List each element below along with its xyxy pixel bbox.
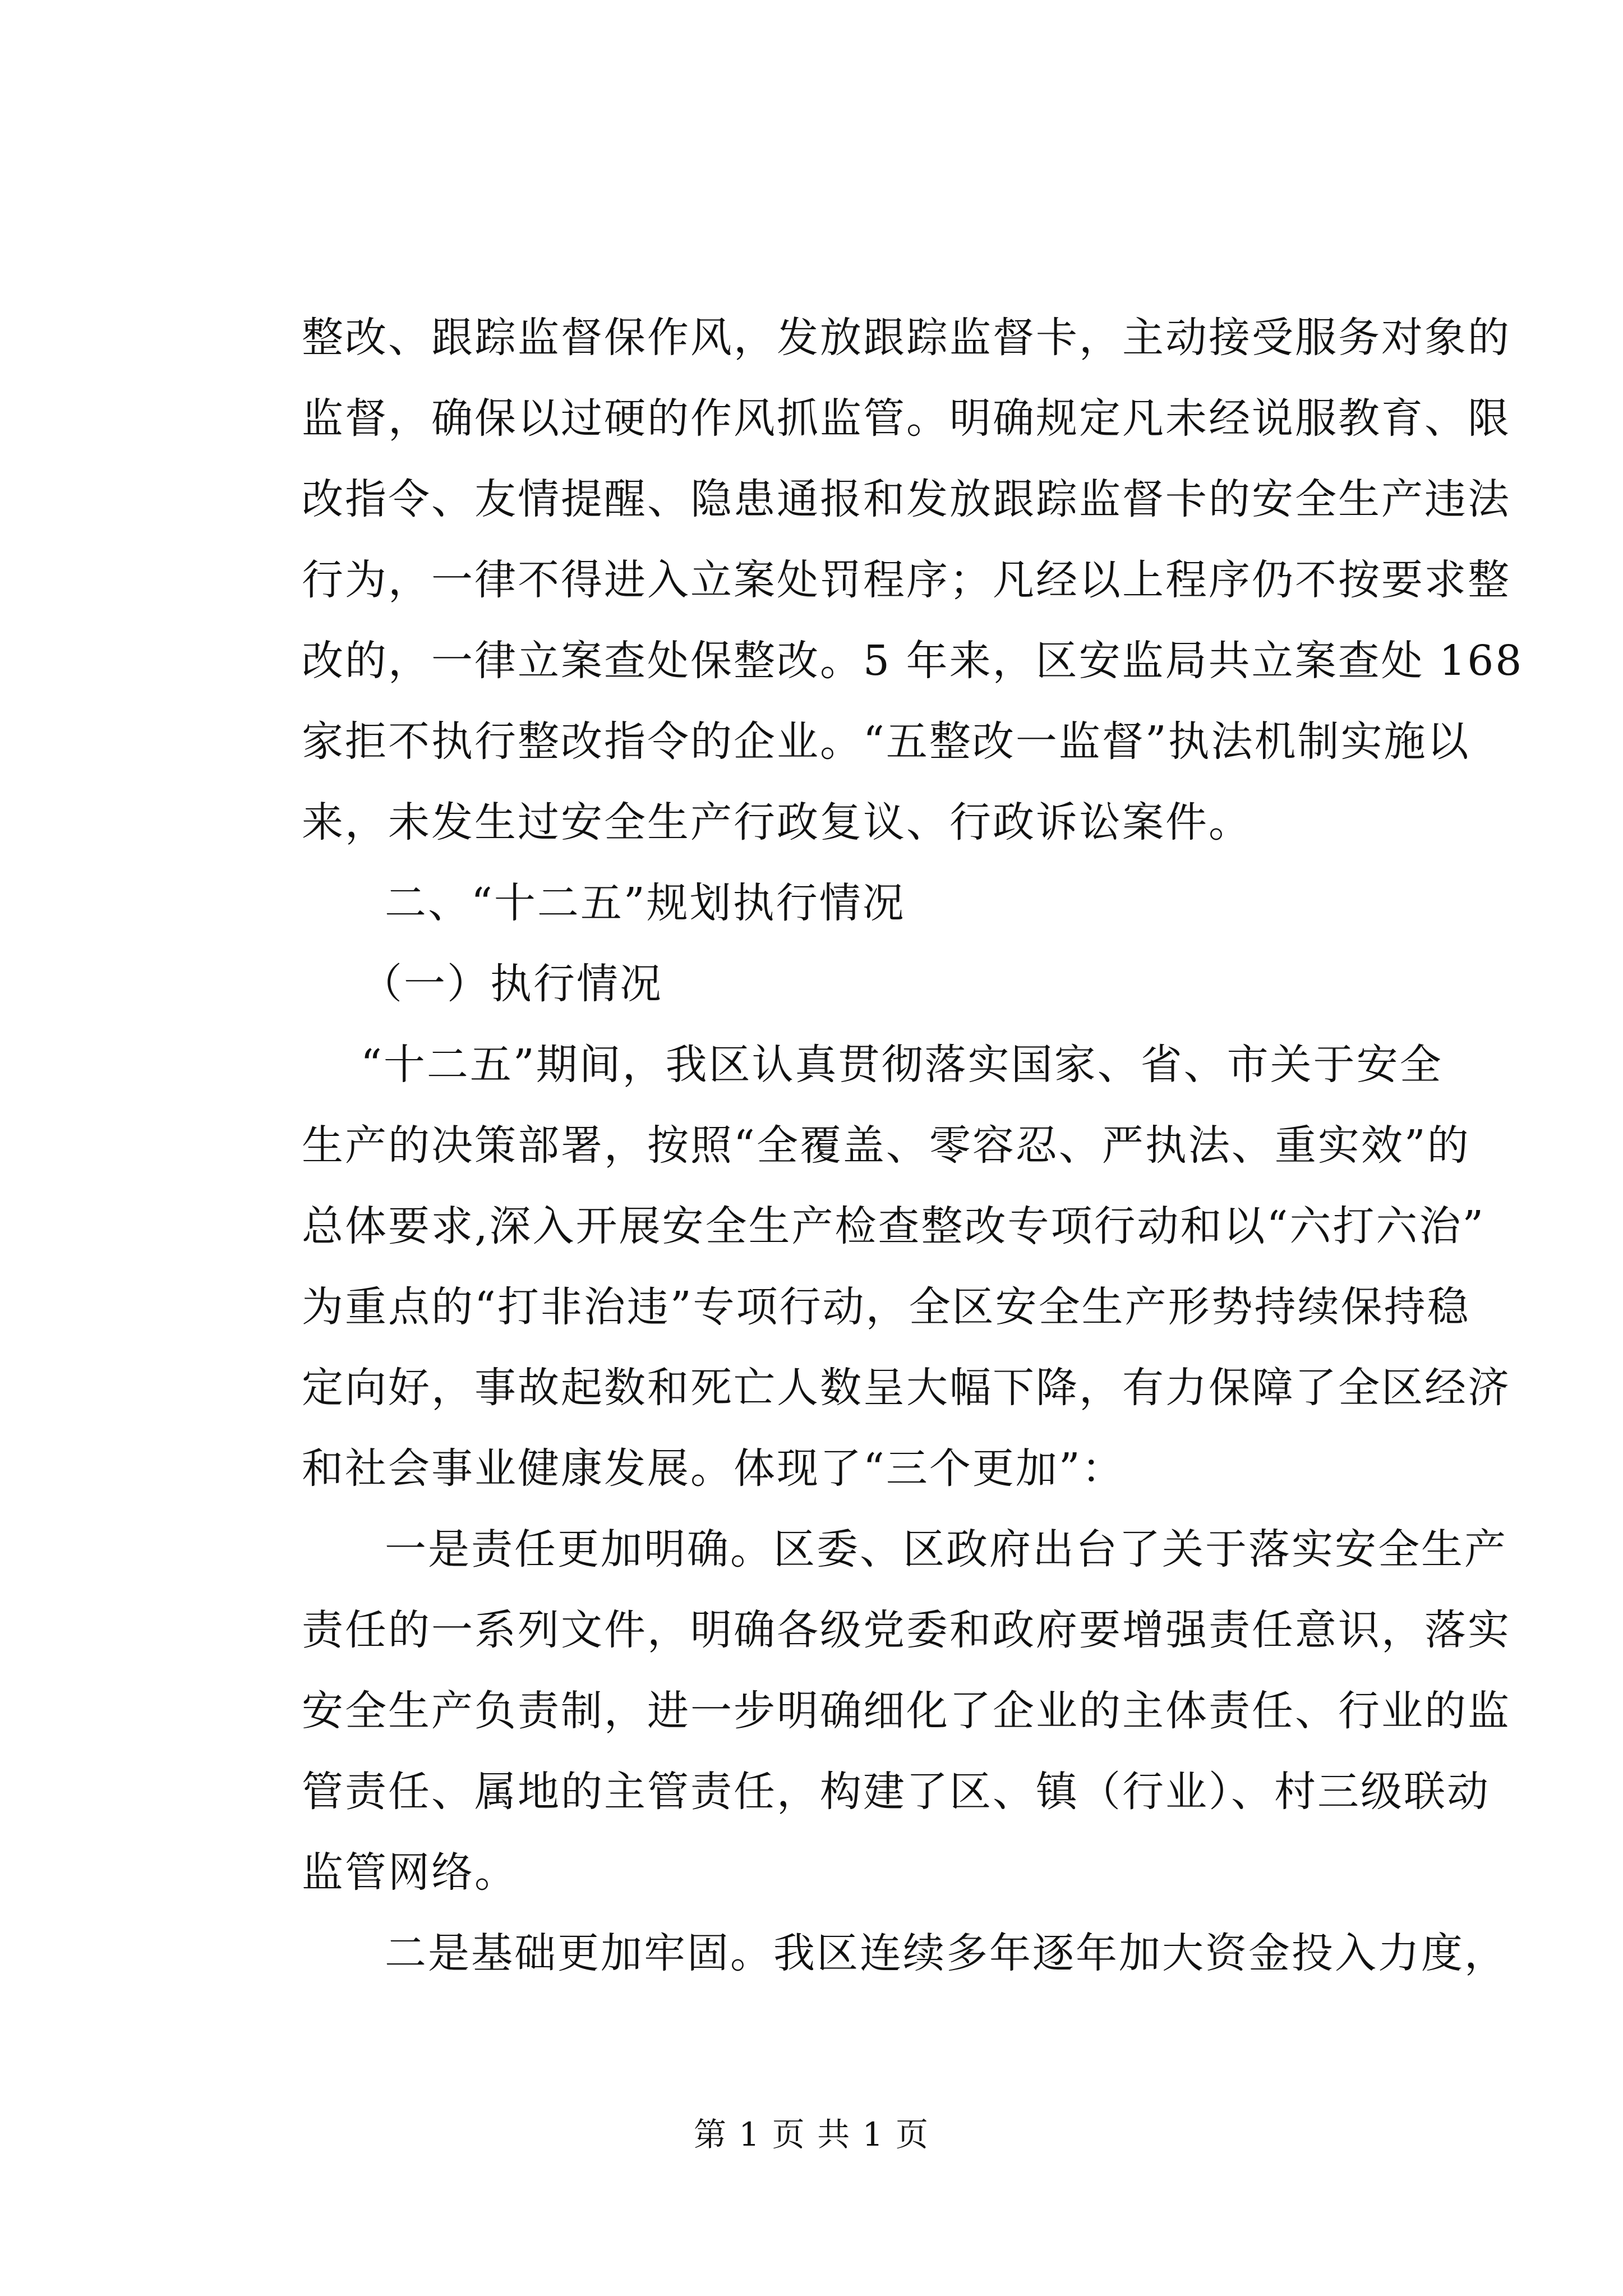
document-body	[302, 297, 1524, 1994]
text-line: 改的，一律立案查处保整改。5 年来，区安监局共立案查处 168	[302, 637, 1524, 685]
text-line: 监督，确保以过硬的作风抓监管。明确规定凡未经说服教育、限	[302, 394, 1511, 443]
page-footer: 第 1 页 共 1 页	[694, 2115, 929, 2154]
text-line: 生产的决策部署，按照“全覆盖、零容忍、严执法、重实效”的	[302, 1121, 1470, 1170]
paragraph-first-line: 一是责任更加明确。区委、区政府出台了关于落实安全生产	[385, 1525, 1507, 1573]
text-line: 安全生产负责制，进一步明确细化了企业的主体责任、行业的监	[302, 1687, 1511, 1735]
subsection-heading: （一）执行情况	[361, 960, 663, 1008]
text-line: 管责任、属地的主管责任，构建了区、镇（行业）、村三级联动	[302, 1768, 1490, 1816]
text-line: 定向好，事故起数和死亡人数呈大幅下降，有力保障了全区经济	[302, 1364, 1511, 1412]
text-line: 监管网络。	[302, 1848, 518, 1897]
text-line: 改指令、友情提醒、隐患通报和发放跟踪监督卡的安全生产违法	[302, 475, 1511, 523]
text-line: 整改、跟踪监督保作风，发放跟踪监督卡，主动接受服务对象的	[302, 314, 1511, 362]
text-line: 为重点的“打非治违”专项行动，全区安全生产形势持续保持稳	[302, 1283, 1470, 1331]
text-line: 和社会事业健康发展。体现了“三个更加”：	[302, 1444, 1125, 1493]
text-line: 家拒不执行整改指令的企业。“五整改一监督”执法机制实施以	[302, 717, 1470, 766]
paragraph-first-line: 二是基础更加牢固。我区连续多年逐年加大资金投入力度，	[385, 1929, 1507, 1977]
text-line: 行为，一律不得进入立案处罚程序；凡经以上程序仍不按要求整	[302, 556, 1511, 604]
text-line: 责任的一系列文件，明确各级党委和政府要增强责任意识，落实	[302, 1606, 1511, 1654]
paragraph-first-line: “十二五”期间，我区认真贯彻落实国家、省、市关于安全	[361, 1041, 1443, 1089]
text-line: 来，未发生过安全生产行政复议、行政诉讼案件。	[302, 798, 1252, 846]
text-line: 总体要求,深入开展安全生产检查整改专项行动和以“六打六治”	[302, 1202, 1486, 1250]
section-heading: 二、“十二五”规划执行情况	[385, 879, 906, 927]
